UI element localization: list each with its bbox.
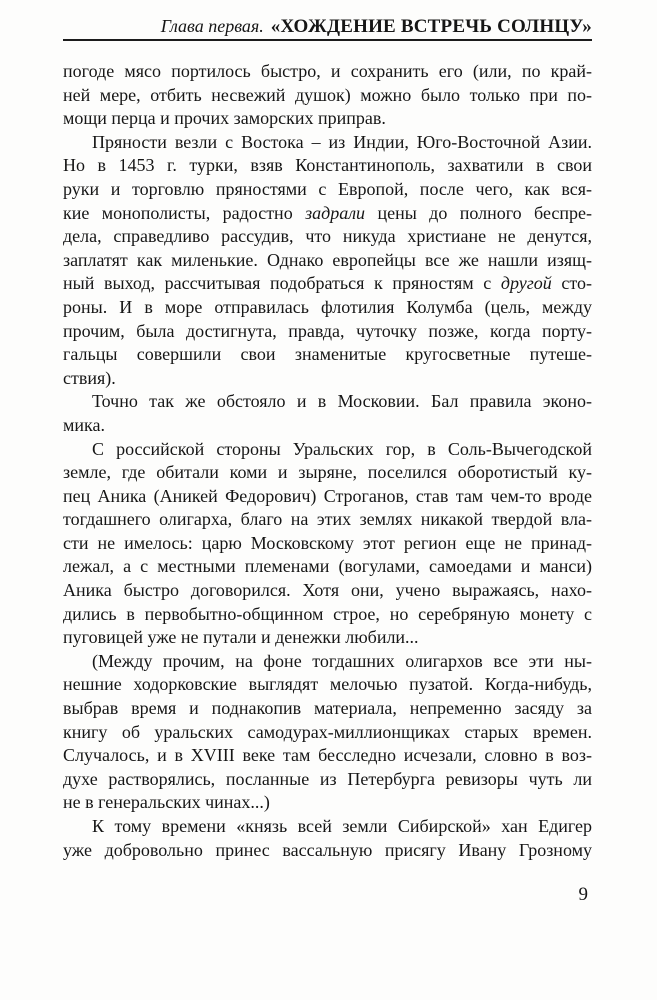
page-body [63,60,592,862]
text-segment: Но в 1453 г. турки, взяв Константинополь, захватили в свои [63,155,592,176]
text-segment: духе растворялись, посланные из Петербурга ревизоры чуть ли [63,768,592,789]
text-line [63,320,592,344]
text-segment: тогдашнего олигарха, благо на этих землях никакой твердой вла- [63,509,592,530]
italic-text: задрали [305,202,366,223]
text-segment: С российской стороны Уральских гор, в Соль-Вычегодской [92,438,592,459]
text-block [63,13,592,862]
text-line [63,555,592,579]
text-line [63,485,592,509]
text-line [63,697,592,721]
text-line [63,249,592,273]
text-segment: не в генеральских чинах...) [63,792,270,813]
paragraph [63,60,592,131]
text-segment: Точно так же обстояло и в Московии. Бал правила эконо- [92,391,592,412]
text-line [63,438,592,462]
text-segment: сти не имелось: царю Московскому этот регион еще не принад- [63,532,592,553]
italic-text: другой [500,273,552,294]
text-segment: мощи перца и прочих заморских приправ. [63,108,386,129]
text-segment: Аника быстро договорился. Хотя они, учено выражаясь, нахо- [63,580,592,601]
text-line [63,414,592,438]
paragraph [63,390,592,437]
text-line [63,272,592,296]
paragraph [63,131,592,391]
text-line [63,84,592,108]
text-segment: выбрав время и поднакопив материала, непременно засяду за [63,698,592,719]
text-segment: земле, где обитали коми и зыряне, поселился оборотистый ку- [63,462,592,483]
text-segment: Пряности везли с Востока – из Индии, Юго-Восточной Азии. [92,131,592,152]
chapter-title: «ХОЖДЕНИЕ ВСТРЕЧЬ СОЛНЦУ» [270,16,592,37]
paragraph [63,815,592,862]
text-segment: роны. И в море отправилась флотилия Колумба (цель, между [63,296,592,317]
text-segment: книгу об уральских самодурах-миллионщиках старых времен. [63,721,592,742]
text-line [63,650,592,674]
text-segment: (Между прочим, на фоне тогдашних олигархов все эти ны- [92,650,592,671]
text-line [63,60,592,84]
text-line [63,744,592,768]
text-line [63,768,592,792]
text-line [63,178,592,202]
text-segment: уже добровольно принес вассальную присягу Ивану Грозному [63,839,592,860]
text-segment: дились в первобытно-общинном строе, но серебряную монету с [63,603,592,624]
text-segment: гальцы совершили свои знаменитые кругосветные путеше- [63,344,592,365]
page-number: 9 [578,884,588,905]
text-line [63,673,592,697]
text-segment: ствия). [63,367,116,388]
text-segment: мика. [63,414,105,435]
text-segment: прочим, была достигнута, правда, чуточку позже, когда порту- [63,320,592,341]
text-line [63,579,592,603]
text-line [63,532,592,556]
text-segment: цены до полного беспре- [365,202,592,223]
text-line [63,390,592,414]
text-segment: дела, справедливо рассудив, что никуда христиане не денутся, [63,226,592,247]
chapter-label: Глава первая. [160,16,264,36]
text-line [63,603,592,627]
text-line [63,154,592,178]
paragraph [63,650,592,815]
text-segment: ный выход, рассчитывая подобраться к пряностям с [63,273,501,294]
paragraph [63,438,592,650]
text-line [63,839,592,863]
text-line [63,202,592,226]
text-segment: погоде мясо портилось быстро, и сохранить его (или, по край- [63,61,592,81]
text-line [63,296,592,320]
text-line [63,721,592,745]
text-segment: сто- [551,273,592,294]
text-line [63,107,592,131]
text-line [63,131,592,155]
text-segment: К тому времени «князь всей земли Сибирской» хан Едигер [92,816,592,836]
text-segment: Случалось, и в XVIII веке там бесследно исчезали, словно в воз- [63,745,592,766]
text-line [63,225,592,249]
text-segment: нешние ходорковские выглядят мелочью пузатой. Когда-нибудь, [63,674,592,695]
text-segment: пуговицей уже не путали и денежки любили... [63,627,419,648]
text-line [63,367,592,391]
text-line [63,791,592,815]
text-segment: ней мере, отбить несвежий душок) можно было только при по- [63,84,592,105]
text-line [63,508,592,532]
text-line [63,815,592,839]
text-segment: заплатят как миленькие. Однако европейцы все же нашли изящ- [63,249,592,270]
text-segment: руки и торговлю пряностями с Европой, после чего, как вся- [63,178,592,199]
running-header [63,13,592,41]
text-line [63,626,592,650]
text-segment: пец Аника (Аникей Федорович) Строганов, став там чем-то вроде [63,485,592,506]
text-line [63,461,592,485]
text-line [63,343,592,367]
text-segment: лежал, а с местными племенами (вогулами, самоедами и манси) [63,556,592,577]
text-segment: кие монополисты, радостно [63,202,306,223]
